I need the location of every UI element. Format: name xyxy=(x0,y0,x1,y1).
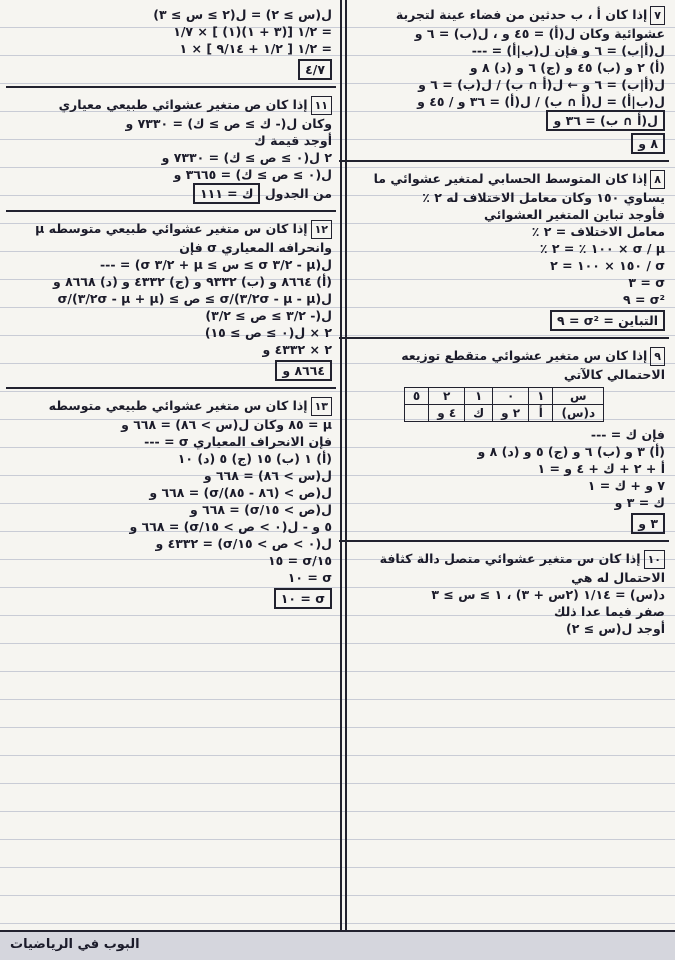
answer-box: ٤/٧ xyxy=(10,59,332,80)
solution-line: σ = ١٠ xyxy=(287,570,332,585)
solution-line: ٢ × ٤٣٣٢ و xyxy=(262,342,332,357)
question-number: ٩ xyxy=(650,347,665,366)
question-line: ١٢إذا كان س متغير عشوائي طبيعي متوسطه μ xyxy=(10,220,332,239)
question-line: μ = ٨٥ وكان ل(س > ٨٦) = ٦٦٨ و xyxy=(121,417,332,432)
question-number: ٧ xyxy=(650,6,665,25)
solution-line: ل(ص > ١٥/σ) = ٦٦٨ و xyxy=(189,502,332,517)
choices-line: (أ) ١ (ب) ١٥ (ج) ٥ (د) ١٠ xyxy=(177,451,332,466)
question-number: ١١ xyxy=(311,96,332,115)
footer-bar xyxy=(0,930,675,960)
question-number: ١٢ xyxy=(311,220,332,239)
choices-line: (أ) ٣ و (ب) ٦ و (ج) ٥ و (د) ٨ و xyxy=(477,444,665,459)
footer-signature: البوب في الرياضيات xyxy=(10,937,140,952)
question-line: ل(μ - ٣/٢ σ ≥ س ≥ μ + ٣/٢ σ) = --- xyxy=(99,257,332,272)
question-line: فأوجد تباين المتغير العشوائي xyxy=(484,207,665,222)
solution-line: ل(ب|أ) = ل(أ ∩ ب) / ل(أ) = ٣٦ و / ٤٥ و xyxy=(417,94,665,109)
question-11 xyxy=(6,94,336,212)
solution-line: ٢ ل(٠ ≥ ص ≥ ك) = ٧٣٣٠ و xyxy=(161,150,332,165)
question-line: ٨إذا كان المتوسط الحسابي لمتغير عشوائي ما xyxy=(343,170,665,189)
question-13 xyxy=(6,395,336,615)
solution-line: معامل الاختلاف = ٢ ٪ xyxy=(531,224,665,239)
question-line: ٧إذا كان أ ، ب حدثين من فضاء عينة لتجربة xyxy=(343,6,665,25)
question-12 xyxy=(6,218,336,389)
solution-line: = ١/٢ [(٣ + ١)(١) ] × ١/٧ xyxy=(173,24,332,39)
question-line: عشوائية وكان ل(أ) = ٤٥ و ، ل(ب) = ٦ و xyxy=(414,26,665,41)
question-line: ١١إذا كان ص متغير عشوائي طبيعي معياري xyxy=(10,96,332,115)
question-line: أوجد ل(س ≥ ٢) xyxy=(566,621,665,636)
solution-line: σ² = ٩ xyxy=(622,292,665,307)
column-divider xyxy=(340,0,347,932)
question-line: فإن الانحراف المعياري σ = --- xyxy=(144,434,332,449)
question-line: الاحتمالي كالآتي xyxy=(563,367,665,382)
solution-line: ك = ٣ و xyxy=(614,495,665,510)
answer-box: ك = ١١١ xyxy=(193,183,261,204)
solution-line: ل(س ≥ ٢) = ل(٢ ≥ س ≥ ٣) xyxy=(153,7,332,22)
choices-line: (أ) ٢ و (ب) ٤٥ و (ج) ٦ و (د) ٨ و xyxy=(469,60,665,75)
question-line: ٩إذا كان س متغير عشوائي متقطع توزيعه xyxy=(343,347,665,366)
solution-line: σ = ٣ xyxy=(628,275,665,290)
solution-line: أ + ٢ + ك + ٤ و = ١ xyxy=(537,461,665,476)
answer-box: ٨٦٦٤ و xyxy=(10,360,332,381)
question-line: ل(أ|ب) = ٦ و فإن ل(ب|أ) = --- xyxy=(471,43,665,58)
solution-line: ل(٠ > ص > ١٥/σ) = ٤٣٣٢ و xyxy=(155,536,332,551)
question-line: صفر فيما عدا ذلك xyxy=(553,604,665,619)
question-7 xyxy=(339,4,669,162)
answer-box: التباين = σ² = ٩ xyxy=(343,310,665,331)
table-row: د(س) أ ٢ و ك ٤ و xyxy=(404,405,603,422)
solution-line: ١٥/σ = ١٥ xyxy=(267,553,332,568)
question-line: وكان ل(- ك ≥ ص ≥ ك) = ٧٣٣٠ و xyxy=(125,116,332,131)
question-line: فإن ك = --- xyxy=(590,427,665,442)
question-line: د(س) = ١/١٤ (٢س + ٣) ، ١ ≥ س ≥ ٣ xyxy=(431,587,665,602)
solution-line: ل(أ|ب) = ٦ و ← ل(أ ∩ ب) / ل(ب) = ٦ و xyxy=(418,77,665,92)
left-column xyxy=(6,4,336,932)
solution-line: ل(س > ٨٦) = ٦٦٨ و xyxy=(203,468,332,483)
answer-box: ٣ و xyxy=(343,513,665,534)
question-line: وانحرافه المعياري σ فإن xyxy=(179,240,332,255)
question-10 xyxy=(339,548,669,643)
question-9 xyxy=(339,345,669,542)
question-line: يساوي ١٥٠ وكان معامل الاختلاف له ٢ ٪ xyxy=(422,190,665,205)
solution-line: ٧ و + ك = ١ xyxy=(587,478,665,493)
solution-line: ٢ × ل(٠ ≥ ص ≥ ١٥) xyxy=(204,325,332,340)
answer-box: ٨ و xyxy=(343,133,665,154)
right-column xyxy=(339,4,669,932)
question-number: ٨ xyxy=(650,170,665,189)
question-10-continued xyxy=(6,4,336,88)
table-row: س ١ ٠ ١ ٢ ٥ xyxy=(404,388,603,405)
answer-box: σ = ١٠ xyxy=(10,588,332,609)
solution-line: = ١/٢ [ ١/٢ + ٩/١٤ ] × ١ xyxy=(179,41,332,56)
question-number: ١٠ xyxy=(644,550,665,569)
solution-line: ل(٠ ≥ ص ≥ ك) = ٣٦٦٥ و xyxy=(173,167,332,182)
question-line: ١٠إذا كان س متغير عشوائي متصل دالة كثافة xyxy=(343,550,665,569)
question-line: الاحتمال له هي xyxy=(571,570,665,585)
solution-line: σ / μ × ١٠٠ ٪ = ٢ ٪ xyxy=(539,241,665,256)
choices-line: (أ) ٨٦٦٤ و (ب) ٩٣٣٢ و (ج) ٤٣٣٢ و (د) ٨٦٦٨ و xyxy=(52,274,332,289)
solution-line: من الجدول ك = ١١١ xyxy=(10,183,332,204)
distribution-table xyxy=(404,387,604,422)
solution-line: ل(أ ∩ ب) = ٣٦ و xyxy=(343,110,665,131)
solution-line: σ / ١٥٠ × ١٠٠ = ٢ xyxy=(550,258,665,273)
question-line: أوجد قيمة ك xyxy=(254,133,332,148)
question-8 xyxy=(339,168,669,339)
question-number: ١٣ xyxy=(311,397,332,416)
solution-line: ٥ و - ل(٠ > ص > ١٥/σ) = ٦٦٨ و xyxy=(129,519,332,534)
question-line: ١٣إذا كان س متغير عشوائي طبيعي متوسطه xyxy=(10,397,332,416)
solution-line: ل(- ٣/٢ ≥ ص ≥ ٣/٢) xyxy=(205,308,332,323)
solution-line: ل(ص > (٨٦ - ٨٥)/σ) = ٦٦٨ و xyxy=(149,485,332,500)
solution-line: ل(μ - ٣/٢σ - μ)/σ ≥ ص ≥ (μ + ٣/٢σ - μ)/σ xyxy=(57,291,332,306)
